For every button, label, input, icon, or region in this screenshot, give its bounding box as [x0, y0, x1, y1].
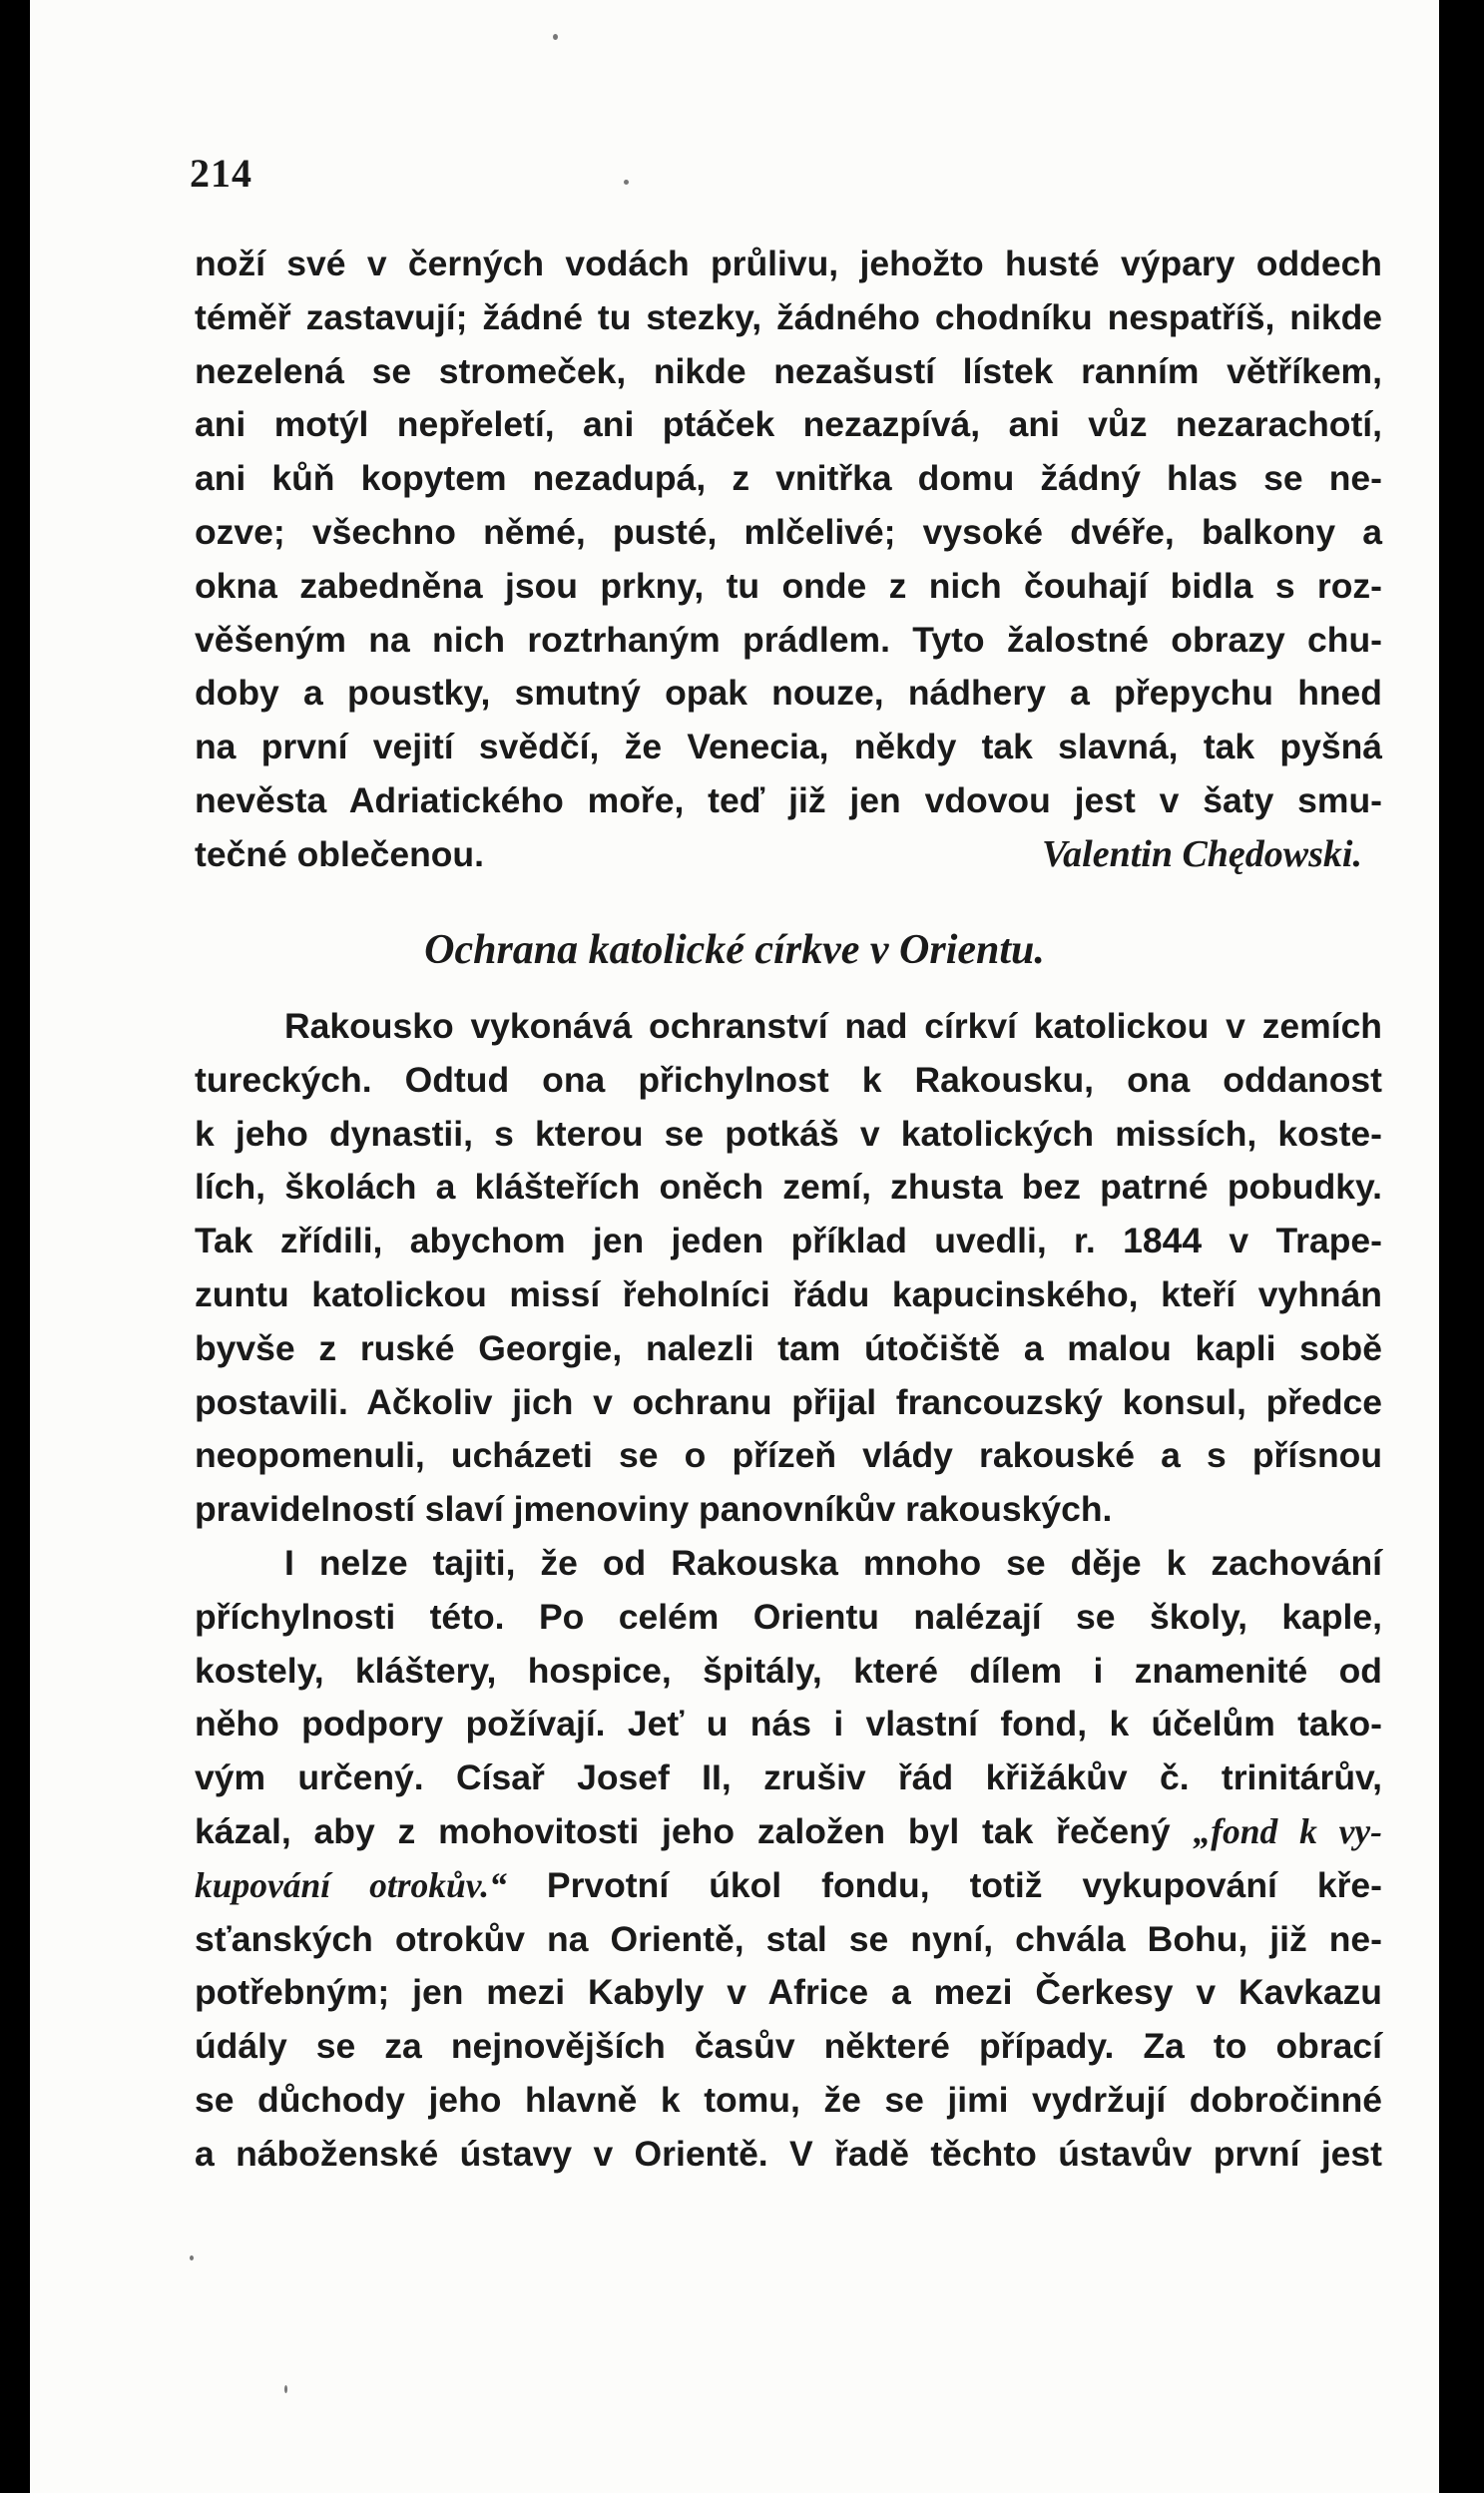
- text-line: údály se za nejnovějších časův některé případy. Za to obrací: [195, 2026, 1382, 2067]
- page-number: 214: [190, 151, 252, 196]
- text-line-last: tečné oblečenou.: [195, 833, 484, 874]
- text-line: I nelze tajiti, že od Rakouska mnoho se děje k zachování: [284, 1542, 1382, 1583]
- text-line: byvše z ruské Georgie, nalezli tam útočiště a malou kapli sobě: [195, 1327, 1382, 1368]
- text-line: ani kůň kopytem nezadupá, z vnitřka domu žádný hlas se ne-: [195, 458, 1382, 499]
- text-line: na první vejití svědčí, že Venecia, někdy tak slavná, tak pyšná: [195, 727, 1382, 767]
- text-line: a náboženské ústavy v Orientě. V řadě těchto ústavův první jest: [195, 2133, 1382, 2174]
- book-page: [30, 0, 1439, 2493]
- text-line: ozve; všechno němé, pusté, mlčelivé; vysoké dvéře, balkony a: [195, 511, 1382, 552]
- text-line: potřebným; jen mezi Kabyly v Africe a mezi Čerkesy v Kavkazu: [195, 1972, 1382, 2013]
- closing-line: [195, 828, 1382, 882]
- text-line: neopomenuli, ucházeti se o přízeň vlády rakouské a s přísnou: [195, 1435, 1382, 1476]
- scan-speck: [190, 2255, 194, 2260]
- text-line: [195, 1859, 1382, 1913]
- author-signature: Valentin Chędowski.: [1042, 832, 1362, 875]
- text-line: příchylnosti této. Po celém Orientu nalézají se školy, kaple,: [195, 1596, 1382, 1637]
- text-line: nevěsta Adriatického moře, teď již jen vdovou jest v šaty smu-: [195, 779, 1382, 820]
- italic-term: „fond k vy-: [1193, 1810, 1382, 1851]
- text-line: téměř zastavují; žádné tu stezky, žádného chodníku nespatříš, nikde: [195, 296, 1382, 337]
- text-line: sťanských otrokův na Orientě, stal se nyní, chvála Bohu, již ne-: [195, 1918, 1382, 1959]
- text-segment: Prvotní úkol fondu, totiž vykupování kře-: [546, 1864, 1382, 1905]
- text-line: vým určený. Císař Josef II, zrušiv řád křižákův č. trinitárův,: [195, 1757, 1382, 1798]
- text-line: věšeným na nich roztrhaným prádlem. Tyto žalostné obrazy chu-: [195, 619, 1382, 660]
- text-line: k jeho dynastii, s kterou se potkáš v katolických missích, koste-: [195, 1113, 1382, 1154]
- text-line: ani motýl nepřeletí, ani ptáček nezazpívá, ani vůz nezarachotí,: [195, 404, 1382, 445]
- text-line: postavili. Ačkoliv jich v ochranu přijal francouzský konsul, předce: [195, 1381, 1382, 1422]
- text-line: nezelená se stromeček, nikde nezašustí lístek ranním větříkem,: [195, 350, 1382, 391]
- italic-term: kupování otrokův.“: [195, 1864, 507, 1905]
- scan-speck: [624, 180, 629, 185]
- text-line: [195, 1805, 1382, 1859]
- text-line: pravidelností slaví jmenoviny panovníkův rakouských.: [195, 1489, 1113, 1530]
- text-line: zuntu katolickou missí řeholníci řádu kapucinského, kteří vyhnán: [195, 1273, 1382, 1314]
- scan-speck: [284, 2385, 287, 2393]
- text-segment: kázal, aby z mohovitosti jeho založen byl tak řečený: [195, 1810, 1171, 1851]
- text-line: kostely, kláštery, hospice, špitály, které dílem i znamenité od: [195, 1650, 1382, 1691]
- text-line: Rakousko vykonává ochranství nad církví katolickou v zemích: [284, 1006, 1382, 1046]
- text-line: něho podpory požívají. Jeť u nás i vlastní fond, k účelům tako-: [195, 1704, 1382, 1745]
- text-line: lích, školách a klášteřích oněch zemí, zhusta bez patrné pobudky.: [195, 1167, 1382, 1208]
- text-line: Tak zřídili, abychom jen jeden příklad uvedli, r. 1844 v Trape-: [195, 1221, 1382, 1261]
- section-church-text: [195, 1000, 1382, 2182]
- text-line: se důchody jeho hlavně k tomu, že se jimi vydržují dobročinné: [195, 2079, 1382, 2120]
- section-venice-text: [195, 238, 1382, 882]
- text-line: noží své v černých vodách průlivu, jehožto husté výpary oddech: [195, 244, 1382, 283]
- scan-speck: [553, 34, 558, 40]
- text-line: tureckých. Odtud ona přichylnost k Rakousku, ona oddanost: [195, 1059, 1382, 1100]
- text-line: doby a poustky, smutný opak nouze, nádhery a přepychu hned: [195, 673, 1382, 714]
- text-line: okna zabedněna jsou prkny, tu onde z nich čouhají bidla s roz-: [195, 565, 1382, 606]
- article-heading: Ochrana katolické církve v Orientu.: [424, 927, 1045, 973]
